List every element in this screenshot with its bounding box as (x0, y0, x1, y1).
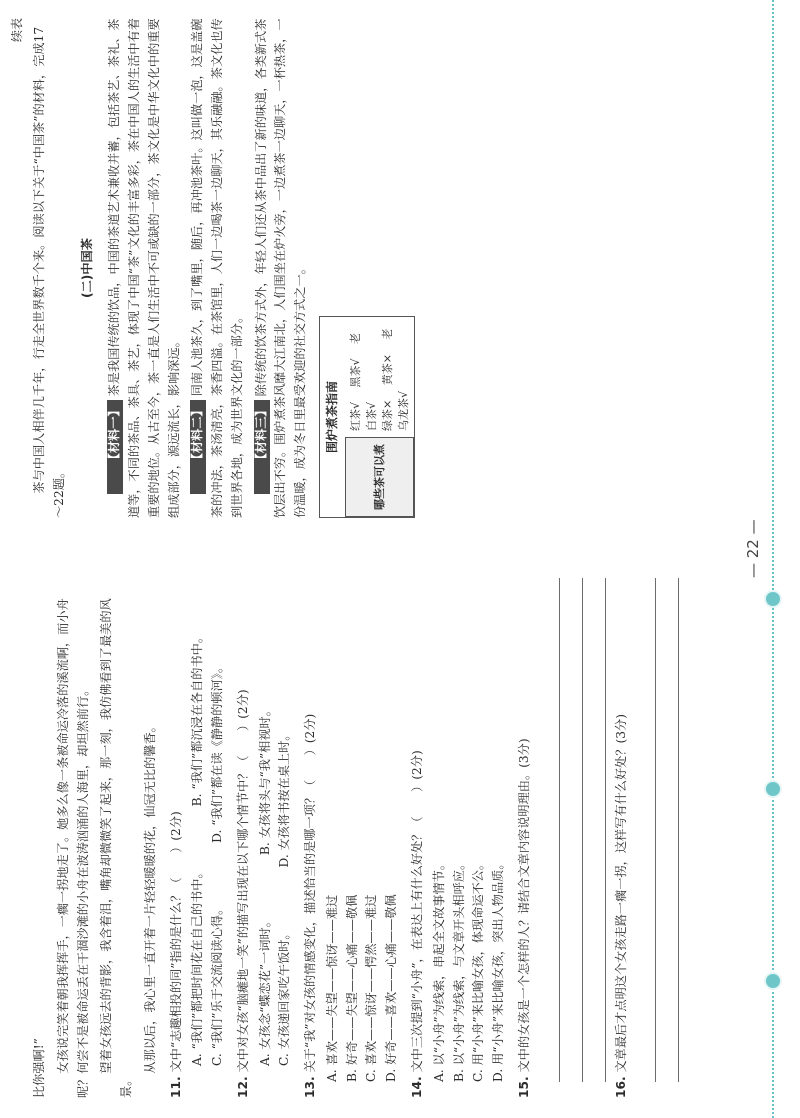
answer-line[interactable] (583, 578, 606, 1082)
option-a[interactable]: A. “我们”都把时间花在自己的书中。 (190, 866, 205, 1066)
option-b[interactable]: B. “我们”都沉浸在各自的书中。 (190, 630, 205, 807)
answer-line[interactable] (537, 578, 560, 1082)
material-text: 同南人池茶久，到了嘴里，随后，再冲池茶叶。这叫做一泡，这是盖碗茶的冲法，茶汤清亮，茶香四溢。在茶馆里，人们一边喝茶一边聊天，其乐融融。茶文化也传到世界各地，成为世界文化的一部分。 (190, 18, 244, 518)
material-text: 茶是我国传统的饮品，中国的茶道艺术兼收并蓄，包括茶艺、茶礼、茶道等，不同的茶品、茶具、茶艺，体现了中国“茶”文化的丰富多彩，茶在中国人的生活中有着重要的地位。从古至今，茶一直是人们生活中不可或缺的一部分，茶文化是中华文化中的重要组成部分，源远流长，影响深远。 (107, 18, 181, 518)
material-label: 【材料一】 (107, 400, 123, 493)
option-d[interactable]: D. 用“小舟”来比喻女孩，突出人物品质。 (491, 857, 506, 1082)
answer-line[interactable] (656, 578, 679, 1082)
option-b[interactable]: B. 好奇——失望——心痛——敬佩 (344, 894, 359, 1082)
tea-item: 老白茶√ (348, 332, 378, 431)
material-label: 【材料三】 (254, 400, 270, 493)
question-text: 文中对女孩“脑瘫地一笑”的描写出现在以下哪个情节中？（ ）(2分) (235, 689, 250, 1073)
question-text: 关于“我”对女孩的情感变化，描述恰当的是哪一项？（ ）(2分) (303, 713, 318, 1073)
tea-item: 老乌龙茶√ (380, 328, 410, 431)
question-number: 15. (516, 1076, 531, 1098)
decorative-dot (764, 590, 782, 608)
story-paragraph: 望着女孩远去的背影，我含着泪，嘴角却微微笑了起来，那一刻，我仿佛看到了最美的风景。 (99, 598, 134, 1098)
question-13 (301, 578, 321, 1098)
question-number: 13. (303, 1076, 318, 1098)
option-b[interactable]: B. 女孩将头与“我”相视时。 (257, 704, 272, 856)
decorative-dot (764, 780, 782, 798)
tea-type-table (345, 317, 414, 517)
question-number: 14. (410, 1076, 425, 1098)
section-title: (二)中国茶 (79, 238, 94, 298)
option-d[interactable]: D. 女孩将书按在桌上时。 (277, 728, 292, 868)
question-number: 12. (235, 1076, 250, 1098)
answer-line[interactable] (633, 578, 656, 1082)
question-number: 16. (613, 1076, 628, 1098)
story-line: 比你强啊!” (32, 1038, 46, 1098)
tea-item: 绿茶× (380, 399, 394, 431)
question-text: 文中的女孩是一个怎样的人？请结合文章内容说明理由。(3分) (516, 738, 531, 1073)
option-b[interactable]: B. 以“小舟”为线索，与文章开头相呼应。 (451, 857, 466, 1082)
question-12 (234, 578, 254, 1098)
option-c[interactable]: C. 用“小舟”来比喻女孩，体现命运不公。 (471, 857, 486, 1082)
dotted-border (772, 0, 774, 1118)
material-label: 【材料二】 (190, 400, 206, 493)
left-column (30, 578, 679, 1098)
story-paragraph: 女孩说完笑着朝我挥挥手，一瘸一拐地走了。她多么像一条被命运冷落的溪流啊，而小舟呢？何尝不是被命运丢在干涸沙滩的小舟在波涛汹涌的人海里，却坦然前行。 (55, 598, 90, 1098)
decorative-dot (764, 972, 782, 990)
reading-intro: 茶与中国人相伴几千年，行走全世界数千个来。阅读以下关于“中国茶”的材料，完成17～22题。 (32, 26, 66, 518)
tea-item: 红茶√ (348, 401, 362, 431)
option-d[interactable]: D. 好奇——喜欢——心痛——敬佩 (384, 894, 399, 1082)
question-15 (515, 578, 535, 1098)
question-16 (612, 578, 632, 1098)
option-c[interactable]: C. 喜欢——惊讶——愕然——难过 (364, 894, 379, 1082)
right-column (30, 18, 419, 518)
table-head: 哪些茶可以煮 (346, 438, 414, 517)
page-number: — 22 — (744, 519, 762, 578)
story-paragraph: 从那以后，我心里一直开着一片轻轻暖暖的花，仙冠无比的馨香。 (142, 720, 157, 1074)
material-three (252, 18, 311, 518)
table-caption: 围炉煮茶指南 (324, 381, 339, 454)
question-text: 文中“志趣相投的同”指的是什么？（ ）(2分) (168, 811, 183, 1073)
option-c[interactable]: C. “我们”乐于交流阅读心得。 (210, 902, 225, 1066)
material-two (188, 18, 247, 518)
option-a[interactable]: A. 以“小舟”为线索，串起全文故事情节。 (431, 857, 446, 1082)
question-11 (167, 578, 187, 1098)
tea-guide-box-small (319, 316, 415, 518)
question-number: 11. (168, 1076, 183, 1098)
continued-label: 续表 (10, 18, 24, 43)
option-c[interactable]: C. 女孩递回家吃午饭时。 (277, 927, 292, 1066)
question-14 (408, 578, 428, 1098)
tea-item: 黑茶√ (348, 358, 362, 388)
option-d[interactable]: D. “我们”都在读《静静的顿河》。 (210, 660, 225, 843)
option-a[interactable]: A. 喜欢——失望——惊讶——难过 (324, 894, 339, 1082)
option-a[interactable]: A. 女孩念“蝶恋花”一词时。 (257, 915, 272, 1066)
material-text: 除传统的饮茶方式外，年轻人们还从茶中品出了新的味道，各类新式茶饮层出不穷。围炉煮茶风靡大江南北，人们围坐在炉火旁，一边煮茶一边聊天，一杯热茶，一份温暖，成为冬日里最受欢迎的社交方式之一。 (253, 18, 308, 518)
tea-item: 黄茶× (380, 354, 394, 386)
question-text: 文中三次提到“小舟”，在表达上有什么好处？（ ）(2分) (410, 750, 425, 1073)
table-cell (346, 317, 414, 438)
material-one (105, 18, 184, 518)
question-text: 文章最后才点明这个女孩走路一瘸一拐，这样写有什么好处？(3分) (613, 714, 628, 1073)
answer-line[interactable] (560, 578, 583, 1082)
